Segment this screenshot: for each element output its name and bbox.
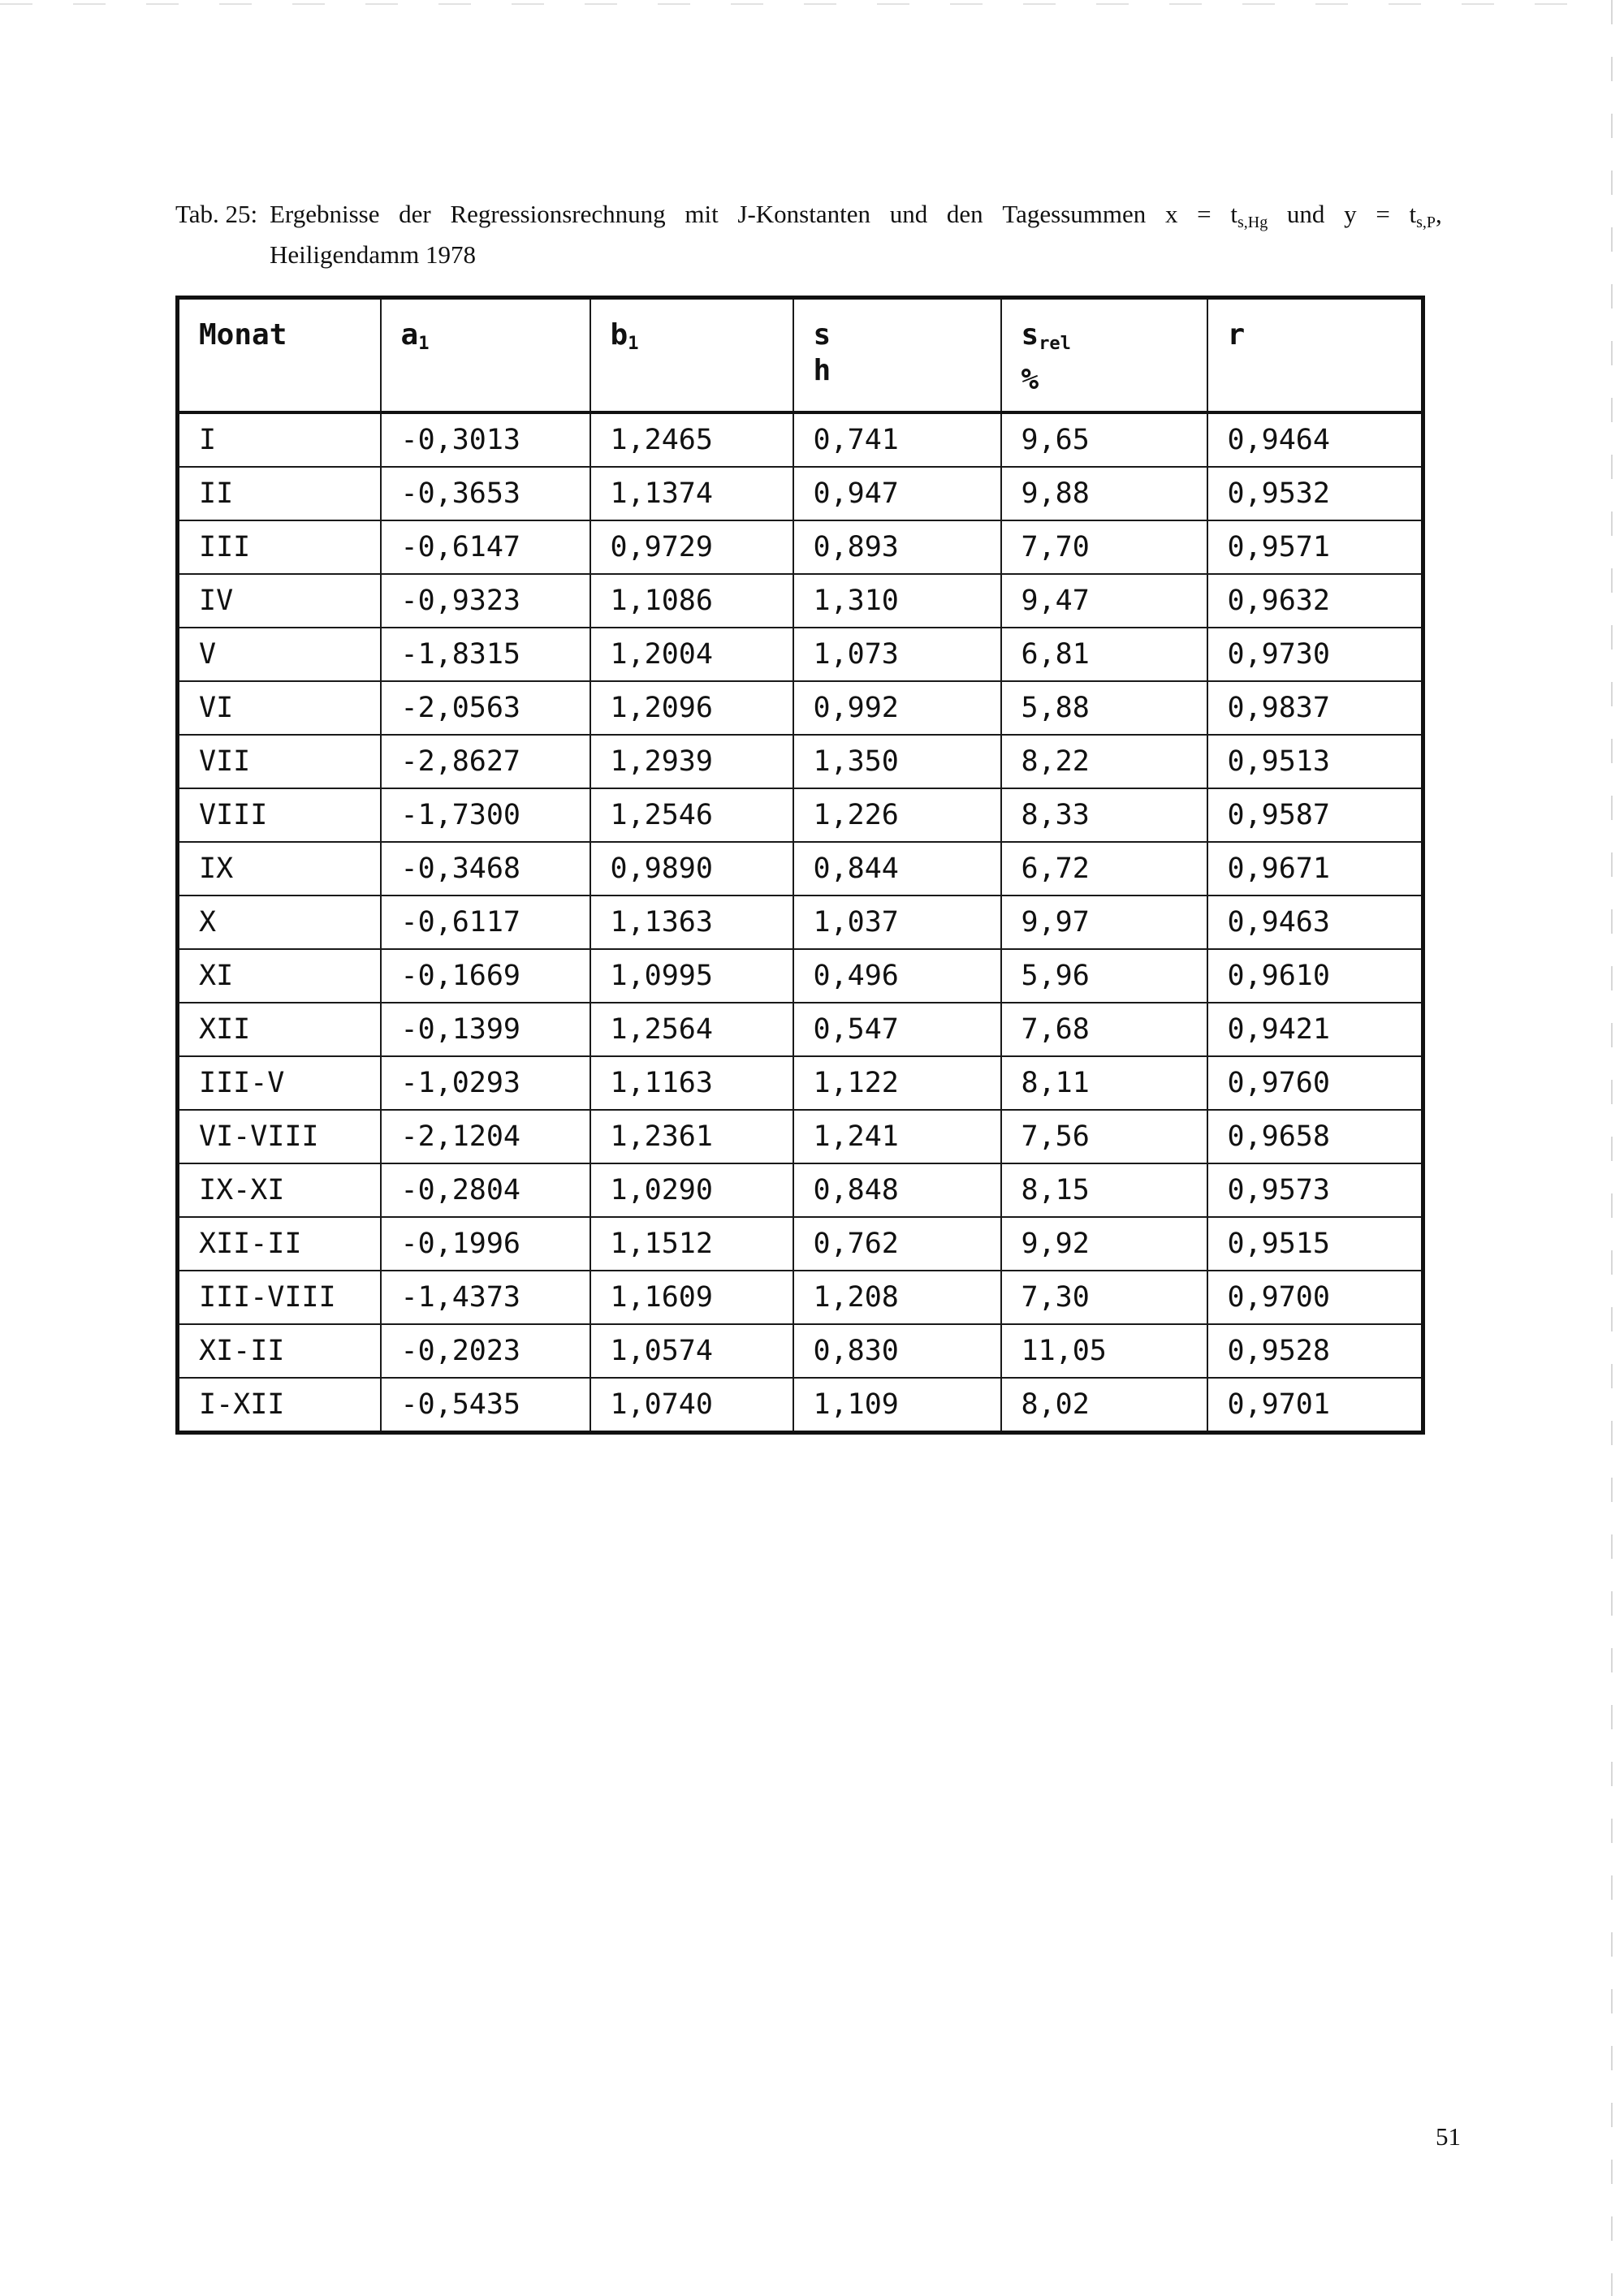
cell-srel: 8,22	[1001, 735, 1207, 788]
cell-srel: 7,70	[1001, 520, 1207, 574]
cell-month: VII	[178, 735, 381, 788]
header-srel-unit: %	[1021, 363, 1039, 396]
cell-s: 1,122	[793, 1056, 1001, 1110]
cell-s: 0,893	[793, 520, 1001, 574]
table-body	[178, 412, 1423, 1433]
caption-word: Regressionsrechnung	[450, 200, 666, 228]
header-s-unit: h	[813, 354, 831, 387]
cell-a: -2,8627	[381, 735, 590, 788]
caption-eq-1: =	[1197, 200, 1212, 228]
header-r	[1207, 298, 1423, 413]
cell-srel: 9,88	[1001, 467, 1207, 520]
caption-y-var: y	[1344, 200, 1357, 228]
caption-x-symbol-base: t	[1230, 200, 1237, 228]
cell-s: 0,741	[793, 412, 1001, 467]
cell-srel: 7,30	[1001, 1271, 1207, 1324]
table-row	[178, 412, 1423, 467]
cell-a: -0,2023	[381, 1324, 590, 1378]
cell-s: 0,844	[793, 842, 1001, 896]
cell-s: 1,350	[793, 735, 1001, 788]
cell-b: 1,2939	[590, 735, 793, 788]
caption-y-symbol-base: t	[1409, 200, 1417, 228]
caption-eq-2: =	[1376, 200, 1390, 228]
caption-word: J-Konstanten	[737, 200, 870, 228]
cell-s: 1,241	[793, 1110, 1001, 1163]
table-header-row	[178, 298, 1423, 413]
cell-r: 0,9760	[1207, 1056, 1423, 1110]
cell-srel: 9,65	[1001, 412, 1207, 467]
cell-a: -1,7300	[381, 788, 590, 842]
cell-b: 1,2564	[590, 1003, 793, 1056]
cell-a: -0,5435	[381, 1378, 590, 1433]
table-row	[178, 1271, 1423, 1324]
cell-month: XI	[178, 949, 381, 1003]
header-b1-subscript: 1	[628, 334, 639, 354]
cell-r: 0,9464	[1207, 412, 1423, 467]
cell-s: 1,109	[793, 1378, 1001, 1433]
cell-s: 0,830	[793, 1324, 1001, 1378]
cell-srel: 9,47	[1001, 574, 1207, 628]
cell-srel: 7,68	[1001, 1003, 1207, 1056]
cell-b: 1,1363	[590, 896, 793, 949]
table-row	[178, 1056, 1423, 1110]
cell-month: X	[178, 896, 381, 949]
cell-r: 0,9513	[1207, 735, 1423, 788]
cell-s: 0,947	[793, 467, 1001, 520]
cell-srel: 8,33	[1001, 788, 1207, 842]
cell-s: 0,848	[793, 1163, 1001, 1217]
cell-a: -1,0293	[381, 1056, 590, 1110]
table-row	[178, 628, 1423, 681]
cell-a: -2,0563	[381, 681, 590, 735]
cell-a: -0,6117	[381, 896, 590, 949]
header-b1-base: b	[610, 318, 628, 352]
table-row	[178, 1003, 1423, 1056]
header-a1	[381, 298, 590, 413]
cell-r: 0,9632	[1207, 574, 1423, 628]
cell-month: VI-VIII	[178, 1110, 381, 1163]
cell-srel: 9,92	[1001, 1217, 1207, 1271]
cell-s: 0,547	[793, 1003, 1001, 1056]
table-row	[178, 735, 1423, 788]
cell-a: -0,2804	[381, 1163, 590, 1217]
cell-month: VI	[178, 681, 381, 735]
cell-a: -2,1204	[381, 1110, 590, 1163]
caption-word: mit	[685, 200, 719, 228]
table-row	[178, 681, 1423, 735]
cell-month: XI-II	[178, 1324, 381, 1378]
cell-b: 1,0995	[590, 949, 793, 1003]
cell-srel: 11,05	[1001, 1324, 1207, 1378]
cell-s: 0,992	[793, 681, 1001, 735]
cell-s: 1,073	[793, 628, 1001, 681]
cell-a: -0,3013	[381, 412, 590, 467]
caption-word: der	[399, 200, 431, 228]
cell-a: -0,9323	[381, 574, 590, 628]
caption-label: Tab. 25:	[175, 200, 258, 228]
cell-month: I-XII	[178, 1378, 381, 1433]
cell-r: 0,9700	[1207, 1271, 1423, 1324]
caption-text	[270, 198, 1442, 239]
scan-edge-right	[1611, 0, 1613, 2296]
cell-b: 1,1374	[590, 467, 793, 520]
cell-b: 1,0290	[590, 1163, 793, 1217]
cell-srel: 7,56	[1001, 1110, 1207, 1163]
cell-r: 0,9571	[1207, 520, 1423, 574]
cell-b: 1,0740	[590, 1378, 793, 1433]
regression-table	[175, 296, 1425, 1435]
cell-b: 1,2546	[590, 788, 793, 842]
caption-word: den	[946, 200, 983, 228]
cell-s: 0,496	[793, 949, 1001, 1003]
cell-a: -1,8315	[381, 628, 590, 681]
cell-srel: 6,81	[1001, 628, 1207, 681]
caption-und: und	[1286, 200, 1325, 228]
cell-srel: 8,02	[1001, 1378, 1207, 1433]
cell-srel: 8,11	[1001, 1056, 1207, 1110]
cell-r: 0,9463	[1207, 896, 1423, 949]
cell-r: 0,9587	[1207, 788, 1423, 842]
header-r-label: r	[1227, 318, 1246, 352]
table-row	[178, 949, 1423, 1003]
page-number: 51	[1436, 2122, 1461, 2151]
cell-srel: 6,72	[1001, 842, 1207, 896]
cell-month: II	[178, 467, 381, 520]
caption-x-symbol-subscript: s,Hg	[1237, 214, 1268, 231]
header-month-label: Monat	[199, 318, 287, 352]
cell-month: I	[178, 412, 381, 467]
cell-r: 0,9528	[1207, 1324, 1423, 1378]
header-s-base: s	[813, 318, 831, 352]
table-row	[178, 1163, 1423, 1217]
table-row	[178, 1217, 1423, 1271]
cell-r: 0,9532	[1207, 467, 1423, 520]
cell-month: V	[178, 628, 381, 681]
cell-srel: 5,96	[1001, 949, 1207, 1003]
table-row	[178, 1324, 1423, 1378]
cell-b: 1,2361	[590, 1110, 793, 1163]
cell-b: 1,1512	[590, 1217, 793, 1271]
header-a1-base: a	[400, 318, 419, 352]
cell-s: 1,037	[793, 896, 1001, 949]
caption-word: Tagessummen	[1002, 200, 1147, 228]
cell-r: 0,9421	[1207, 1003, 1423, 1056]
table-row	[178, 520, 1423, 574]
cell-r: 0,9837	[1207, 681, 1423, 735]
cell-r: 0,9701	[1207, 1378, 1423, 1433]
cell-r: 0,9658	[1207, 1110, 1423, 1163]
cell-srel: 5,88	[1001, 681, 1207, 735]
cell-month: XII	[178, 1003, 381, 1056]
cell-r: 0,9730	[1207, 628, 1423, 681]
cell-b: 1,2096	[590, 681, 793, 735]
cell-r: 0,9610	[1207, 949, 1423, 1003]
caption-x-var: x	[1164, 200, 1178, 228]
cell-s: 1,226	[793, 788, 1001, 842]
header-month	[178, 298, 381, 413]
cell-srel: 8,15	[1001, 1163, 1207, 1217]
caption-x-symbol	[1230, 198, 1268, 239]
cell-b: 0,9890	[590, 842, 793, 896]
cell-a: -0,1996	[381, 1217, 590, 1271]
cell-r: 0,9671	[1207, 842, 1423, 896]
cell-b: 0,9729	[590, 520, 793, 574]
table-row	[178, 842, 1423, 896]
table-row	[178, 896, 1423, 949]
caption-word: Ergebnisse	[270, 200, 380, 228]
caption-y-symbol	[1410, 198, 1442, 239]
header-srel-base: s	[1021, 318, 1039, 352]
table-row	[178, 574, 1423, 628]
table-row	[178, 788, 1423, 842]
header-s	[793, 298, 1001, 413]
cell-r: 0,9515	[1207, 1217, 1423, 1271]
cell-month: VIII	[178, 788, 381, 842]
cell-a: -0,1669	[381, 949, 590, 1003]
cell-a: -0,3468	[381, 842, 590, 896]
caption-y-symbol-subscript: s,P	[1416, 214, 1436, 231]
cell-s: 1,310	[793, 574, 1001, 628]
caption-word: und	[889, 200, 928, 228]
cell-a: -1,4373	[381, 1271, 590, 1324]
header-b1	[590, 298, 793, 413]
cell-a: -0,3653	[381, 467, 590, 520]
cell-month: IV	[178, 574, 381, 628]
cell-b: 1,2465	[590, 412, 793, 467]
cell-month: IX	[178, 842, 381, 896]
cell-month: III-VIII	[178, 1271, 381, 1324]
header-srel-subscript: rel	[1039, 334, 1071, 354]
cell-s: 1,208	[793, 1271, 1001, 1324]
cell-s: 0,762	[793, 1217, 1001, 1271]
table-row	[178, 467, 1423, 520]
cell-month: IX-XI	[178, 1163, 381, 1217]
scan-edge-top	[0, 3, 1608, 5]
cell-b: 1,1086	[590, 574, 793, 628]
cell-srel: 9,97	[1001, 896, 1207, 949]
caption-line-1	[175, 198, 1442, 239]
cell-month: III-V	[178, 1056, 381, 1110]
header-srel	[1001, 298, 1207, 413]
cell-b: 1,1163	[590, 1056, 793, 1110]
cell-month: XII-II	[178, 1217, 381, 1271]
cell-month: III	[178, 520, 381, 574]
cell-b: 1,0574	[590, 1324, 793, 1378]
cell-b: 1,1609	[590, 1271, 793, 1324]
caption-line-2: Heiligendamm 1978	[270, 240, 476, 269]
cell-b: 1,2004	[590, 628, 793, 681]
table-row	[178, 1110, 1423, 1163]
cell-r: 0,9573	[1207, 1163, 1423, 1217]
caption-y-symbol-tail: ,	[1436, 200, 1442, 228]
table-row	[178, 1378, 1423, 1433]
cell-a: -0,6147	[381, 520, 590, 574]
table-caption	[175, 198, 1442, 271]
cell-a: -0,1399	[381, 1003, 590, 1056]
header-a1-subscript: 1	[418, 334, 430, 354]
